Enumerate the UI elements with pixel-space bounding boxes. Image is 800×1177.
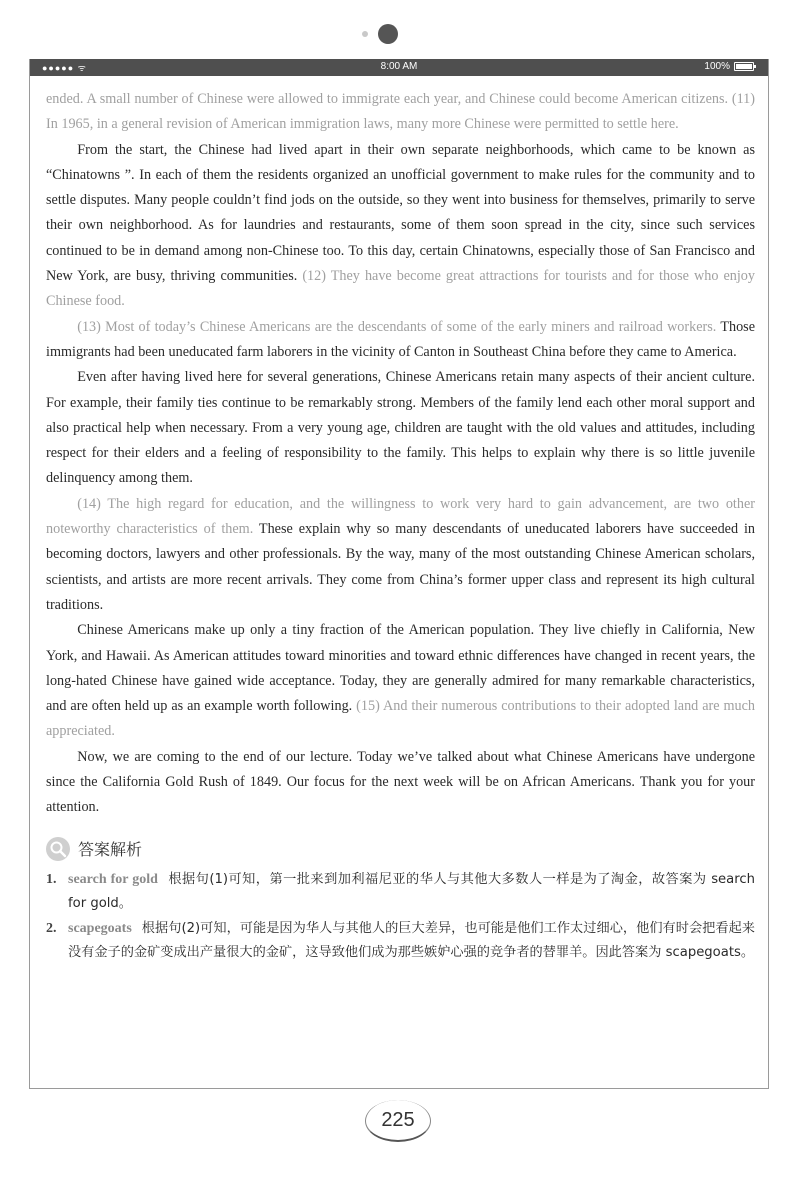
- battery-fill: [736, 64, 752, 69]
- battery-status: [704, 61, 754, 72]
- paragraph: [46, 315, 755, 366]
- status-time: 8:00 AM: [380, 61, 418, 72]
- answer-body: [68, 917, 755, 966]
- sentence-text: Chinese Americans make up only a tiny fraction of the American population. They live chiefly in California, New York, and Hawaii. As American attitudes toward minorities and toward ethnic differences have changed in recent years, the long-hated Chinese have gained wide acceptance. Today, they are generally admired for many remarkable characteristics, and are often held up as an example worth following.: [46, 622, 755, 715]
- answer-explanation: 根据句(1)可知，第一批来到加利福尼亚的华人与其他大多数人一样是为了淘金，故答案为 search for gold。: [68, 871, 755, 912]
- answer-section-header: [46, 837, 755, 862]
- answer-explanation: 根据句(2)可知，可能是因为华人与其他人的巨大差异，也可能是他们工作太过细心，他们有时会把看起来没有金子的金矿变成出产量很大的金矿，这导致他们成为那些嫉妒心强的竞争者的替罪羊。因此答案为 scapegoats。: [68, 920, 755, 961]
- numbered-sentence: (14) The high regard for education, and the willingness to work very hard to gain advancement, are two other noteworthy characteristics of them.: [46, 495, 755, 538]
- signal-wifi-icon: ●●●●● ᯤ: [42, 63, 87, 73]
- sentence-text: From the start, the Chinese had lived apart in their own separate neighborhoods, which came to be known as “Chinatowns ”. In each of them the residents organized an unofficial government to make rules for the community and to settle disputes. Many people couldn’t find jods on the outside, so they went into business for themselves, primarily to serve their own neighborhood. As for laundries and restaurants, some of them soon spread in the city, since such services continued to be in demand among non-Chinese too. To this day, certain Chinatowns, especially those of San Francisco and New York, are busy, thriving communities.: [46, 141, 755, 285]
- battery-percent: 100%: [704, 61, 730, 72]
- magnifier-icon: [46, 837, 70, 861]
- answer-body: [68, 868, 755, 917]
- answer-item: [46, 917, 755, 966]
- numbered-sentence: (13) Most of today’s Chinese Americans are the descendants of some of the early miners and railroad workers.: [77, 318, 721, 335]
- status-bar: [30, 59, 768, 76]
- page-indicator: [362, 22, 398, 46]
- page-number: 225: [365, 1100, 431, 1142]
- paragraph: [46, 745, 755, 821]
- paragraph: [46, 365, 755, 491]
- page-content: [46, 87, 755, 966]
- answer-number: 1.: [46, 871, 57, 887]
- answer-list: [46, 868, 755, 966]
- paragraph: [46, 492, 755, 618]
- answer-item: [46, 868, 755, 917]
- answer-section-title: 答案解析: [78, 839, 143, 859]
- sentence-text: Those immigrants had been uneducated farm laborers in the vicinity of Canton in Southeast China before they came to America.: [46, 318, 755, 360]
- paragraph: [46, 618, 755, 744]
- sentence-text: These explain why so many descendants of uneducated laborers have succeeded in becoming doctors, lawyers and other professionals. By the way, many of the most outstanding Chinese American scholars, scientists, and artists are more recent arrivals. They come from China’s former upper class and represent its high cultural traditions.: [46, 521, 756, 613]
- numbered-sentence: (15) And their numerous contributions to their adopted land are much appreciated.: [46, 698, 756, 740]
- page-dot-active[interactable]: [378, 24, 398, 44]
- answer-key: search for gold: [68, 871, 158, 887]
- battery-icon: [734, 62, 754, 71]
- lecture-text: [46, 87, 755, 821]
- paragraph: [46, 87, 755, 138]
- numbered-sentence: ended. A small number of Chinese were allowed to immigrate each year, and Chinese could become American citizens. (11) In 1965, in a general revision of American immigration laws, many more Chinese were permitted to settle here.: [46, 91, 755, 133]
- sentence-text: Even after having lived here for several generations, Chinese Americans retain many aspects of their ancient culture. For example, their family ties continue to be remarkably strong. Members of the family lend each other moral support and also practical help when necessary. From a very young age, children are taught with the old values and attitudes, including respect for their elders and a feeling of responsibility to the family. This helps to explain why there is so little juvenile delinquency among them.: [46, 369, 755, 487]
- answer-key: scapegoats: [68, 920, 132, 936]
- sentence-text: Now, we are coming to the end of our lecture. Today we’ve talked about what Chinese Americans have undergone since the California Gold Rush of 1849. Our focus for the next week will be on African Americans. Thank you for your attention.: [46, 748, 755, 816]
- page-dot-inactive[interactable]: [362, 31, 368, 37]
- answer-number: 2.: [46, 920, 57, 936]
- device-frame: [29, 59, 769, 1089]
- numbered-sentence: (12) They have become great attractions for tourists and for those who enjoy Chinese food.: [46, 268, 755, 310]
- paragraph: [46, 138, 755, 315]
